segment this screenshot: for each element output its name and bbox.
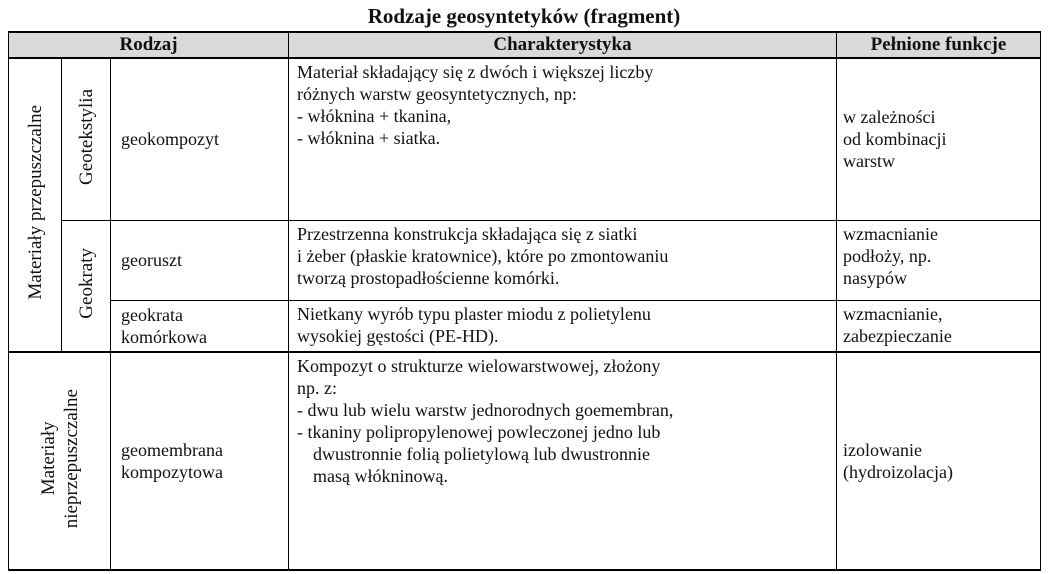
- subgroup-geokraty-label: Geokraty: [75, 247, 97, 319]
- header-row: [9, 32, 1041, 58]
- group-przepuszczalne-cell: [9, 58, 62, 352]
- row-char-geokrata: [289, 300, 837, 352]
- char-line: i żeber (płaskie kratownice), które po zmontowaniu: [297, 245, 669, 266]
- header-charakterystyka: Charakterystyka: [289, 32, 837, 58]
- group-nieprzepuszczalne-label: [37, 389, 83, 528]
- char-line: Kompozyt o strukturze wielowarstwowej, złożony: [297, 356, 661, 376]
- table-row: [9, 58, 1041, 220]
- group-nieprzepuszczalne-line1: Materiały: [37, 421, 59, 496]
- row-name-geokompozyt: geokompozyt: [111, 58, 289, 220]
- row-function-geomembrana: izolowanie (hydroizolacja): [837, 352, 1041, 570]
- row-char-georuszt: [289, 220, 837, 300]
- char-line: np. z:: [297, 378, 337, 398]
- char-line: masą włókninową.: [313, 466, 448, 486]
- row-name-georuszt: georuszt: [111, 220, 289, 300]
- row-name-geomembrana: geomembrana kompozytowa: [111, 352, 289, 570]
- geosynthetics-table: [8, 31, 1041, 571]
- row-char-geokompozyt: [289, 58, 837, 220]
- row-char-geomembrana: [289, 352, 837, 570]
- char-line: wysokiej gęstości (PE-HD).: [297, 325, 499, 346]
- group-nieprzepuszczalne-cell: [9, 352, 111, 570]
- header-funkcje: Pełnione funkcje: [837, 32, 1041, 58]
- subgroup-geotekstylia-label: Geotekstylia: [75, 88, 97, 185]
- table-row: [9, 352, 1041, 570]
- char-line: - dwu lub wielu warstw jednorodnych goemembran,: [297, 400, 674, 420]
- header-rodzaj: Rodzaj: [9, 32, 289, 58]
- subgroup-geokraty-cell: [62, 220, 111, 352]
- row-function-geokrata: wzmacnianie, zabezpieczanie: [837, 300, 1041, 352]
- group-przepuszczalne-label: Materiały przepuszczalne: [24, 105, 46, 300]
- char-line: Materiał składający się z dwóch i większej liczby: [297, 62, 654, 82]
- row-name-geokrata: geokrata komórkowa: [111, 300, 289, 352]
- char-line: dwustronnie folią polietylową lub dwustronnie: [313, 444, 650, 464]
- char-line: - włóknina + siatka.: [297, 128, 441, 148]
- char-line: - tkaniny polipropylenowej powleczonej jedno lub: [297, 422, 661, 442]
- subgroup-geotekstylia-cell: [62, 58, 111, 220]
- char-line: Przestrzenna konstrukcja składająca się z siatki: [297, 223, 638, 244]
- group-nieprzepuszczalne-line2: nieprzepuszczalne: [60, 388, 82, 529]
- row-function-geokompozyt: w zależności od kombinacji warstw: [837, 58, 1041, 220]
- char-line: różnych warstw geosyntetycznych, np:: [297, 84, 577, 104]
- char-line: - włóknina + tkanina,: [297, 106, 452, 126]
- row-function-georuszt: wzmacnianie podłoży, np. nasypów: [837, 220, 1041, 300]
- table-row: [9, 220, 1041, 300]
- table-row: [9, 300, 1041, 352]
- table-title: Rodzaje geosyntetyków (fragment): [367, 4, 681, 28]
- char-line: Nietkany wyrób typu plaster miodu z polietylenu: [297, 303, 651, 324]
- char-line: tworzą prostopadłościenne komórki.: [297, 267, 560, 288]
